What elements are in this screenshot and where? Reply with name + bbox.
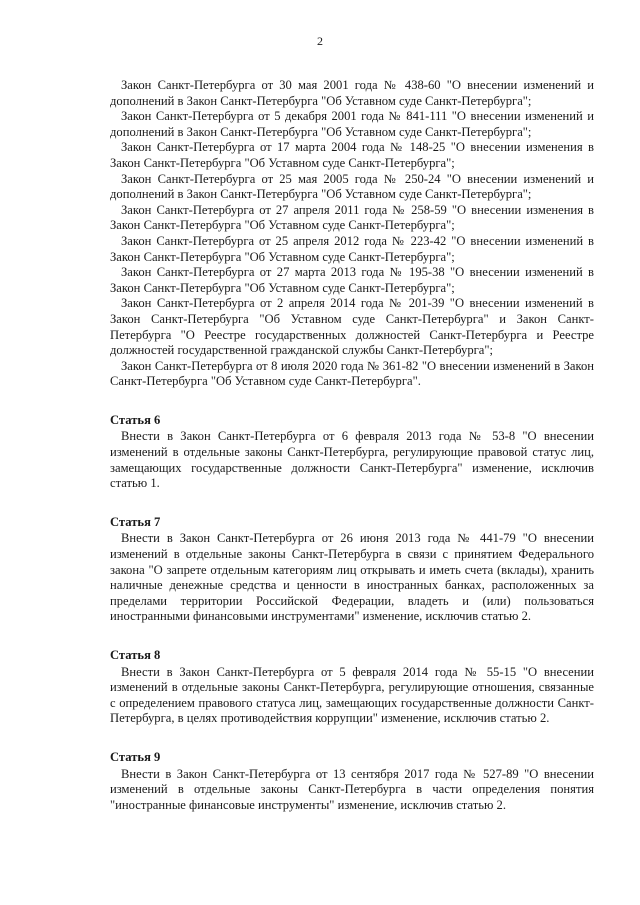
- law-item: Закон Санкт-Петербурга от 25 апреля 2012 года № 223-42 "О внесении изменений в Закон Санкт-Петербурга "Об Уставном суде Санкт-Петербурга";: [110, 233, 594, 264]
- law-item: Закон Санкт-Петербурга от 27 апреля 2011 года № 258-59 "О внесении изменения в Закон Санкт-Петербурга "Об Уставном суде Санкт-Петербурга";: [110, 202, 594, 233]
- law-item: Закон Санкт-Петербурга от 27 марта 2013 года № 195-38 "О внесении изменений в Закон Санкт-Петербурга "Об Уставном суде Санкт-Петербурга";: [110, 265, 594, 295]
- article-title: Статья 8: [110, 648, 161, 662]
- article-9: [110, 750, 594, 813]
- article-title: Статья 7: [110, 514, 161, 529]
- document-content: [110, 78, 594, 813]
- law-item: Закон Санкт-Петербурга от 2 апреля 2014 года № 201-39 "О внесении изменений в Закон Санкт-Петербурга "Об Уставном суде Санкт-Петербурга" и Закон Санкт-Петербурга "О Реестре государственных должностей Санкт-Петербурга и Реестре должностей государственной гражданской службы Санкт-Петербурга";: [110, 296, 594, 358]
- article-body: Внести в Закон Санкт-Петербурга от 5 февраля 2014 года № 55-15 "О внесении изменений в отдельные законы Санкт-Петербурга, регулирующие отношения, связанные с определением правового статуса лиц, замещающих государственные должности Санкт-Петербурга, в целях противодействия коррупции" изменение, исключив статью 2.: [110, 664, 594, 726]
- law-item: Закон Санкт-Петербурга от 17 марта 2004 года № 148-25 "О внесении изменения в Закон Санкт-Петербурга "Об Уставном суде Санкт-Петербурга";: [110, 140, 594, 170]
- law-item: Закон Санкт-Петербурга от 30 мая 2001 года № 438-60 "О внесении изменений и дополнений в Закон Санкт-Петербурга "Об Уставном суде Санкт-Петербурга";: [110, 78, 594, 108]
- article-body: Внести в Закон Санкт-Петербурга от 26 июня 2013 года № 441-79 "О внесении изменений в отдельные законы Санкт-Петербурга в связи с принятием Федерального закона "О запрете отдельным категориям лиц открывать и иметь счета (вклады), хранить наличные денежные средства и ценности в иностранных банках, расположенных за пределами территории Российской Федерации, владеть и (или) пользоваться иностранными финансовыми инструментами" изменение, исключив статью 2.: [110, 531, 594, 624]
- law-item: Закон Санкт-Петербурга от 8 июля 2020 года № 361-82 "О внесении изменений в Закон Санкт-Петербурга "Об Уставном суде Санкт-Петербурга".: [110, 358, 594, 389]
- law-item: Закон Санкт-Петербурга от 25 мая 2005 года № 250-24 "О внесении изменений и дополнений в Закон Санкт-Петербурга "Об Уставном суде Санкт-Петербурга";: [110, 171, 594, 202]
- page-number: 2: [317, 34, 323, 48]
- law-item: Закон Санкт-Петербурга от 5 декабря 2001 года № 841-111 "О внесении изменений и дополнений в Закон Санкт-Петербурга "Об Уставном суде Санкт-Петербурга";: [110, 109, 594, 139]
- article-title: Статья 6: [110, 412, 161, 427]
- repealed-laws-list: [110, 78, 594, 390]
- article-8: [110, 648, 594, 727]
- article-7: [110, 515, 594, 625]
- article-6: [110, 413, 594, 492]
- article-body: Внести в Закон Санкт-Петербурга от 13 сентября 2017 года № 527-89 "О внесении изменений в отдельные законы Санкт-Петербурга в части определения понятия "иностранные финансовые инструменты" изменение, исключив статью 2.: [110, 766, 594, 812]
- article-title: Статья 9: [110, 749, 161, 764]
- article-body: Внести в Закон Санкт-Петербурга от 6 февраля 2013 года № 53-8 "О внесении изменений в отдельные законы Санкт-Петербурга, регулирующие правовой статус лиц, замещающих государственные должности Санкт-Петербурга" изменение, исключив статью 1.: [110, 429, 594, 491]
